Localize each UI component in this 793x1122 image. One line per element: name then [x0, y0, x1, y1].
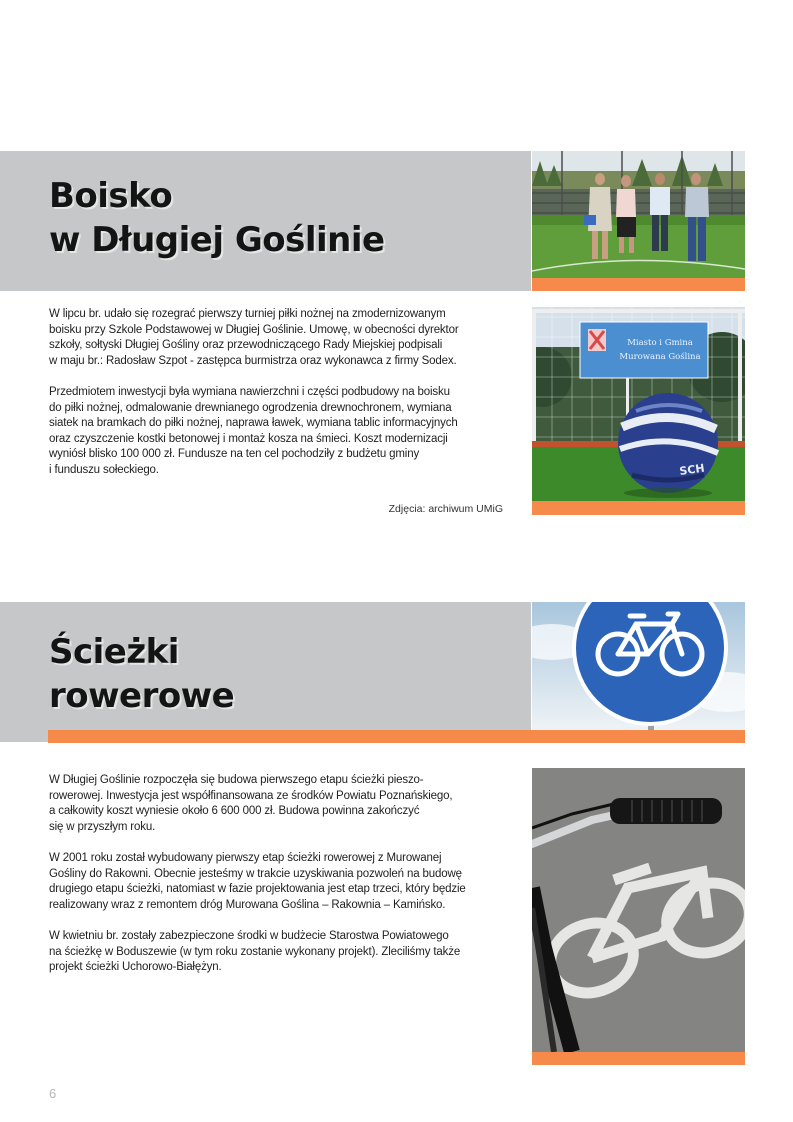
section2-title-line: rowerowe: [49, 676, 235, 716]
text-line: boisku przy Szkole Podstawowej w Długiej Goślinie. Umowę, w obecności dyrektor: [49, 323, 459, 336]
section1-paragraph: [49, 385, 519, 479]
section2-photo-bike-sign: [532, 602, 745, 730]
section2-accent-bar: [48, 730, 745, 743]
ball-text: SCH: [678, 461, 706, 478]
section1-photo2-accent-bar: [532, 501, 745, 515]
text-line: drugiego etapu ścieżki, natomiast w fazie projektowania jest etap trzeci, który będzie: [49, 883, 466, 896]
text-line: Gośliny do Rakowni. Obecnie jesteśmy w trakcie uzyskiwania pozwoleń na budowę: [49, 867, 462, 880]
text-line: rowerowej. Inwestycja jest współfinansowana ze środków Powiatu Poznańskiego,: [49, 789, 453, 802]
text-line: a całkowity koszt wyniesie około 6 600 000 zł. Budowa powinna zakończyć: [49, 805, 420, 818]
text-line: W kwietniu br. zostały zabezpieczone środki w budżecie Starostwa Powiatowego: [49, 929, 449, 942]
banner-text-line: Miasto i Gmina: [627, 338, 693, 348]
text-line: oraz czyszczenie kostki betonowej i montaż kosza na śmieci. Koszt modernizacji: [49, 432, 448, 445]
text-line: realizowany wraz z remontem dróg Murowana Goślina – Rakownia – Kamińsko.: [49, 898, 446, 911]
text-line: w maju br.: Radosław Szpot - zastępca burmistrza oraz wykonawca z firmy Sodex.: [49, 354, 457, 367]
text-line: Przedmiotem inwestycji była wymiana nawierzchni i części podbudowy na boisku: [49, 385, 450, 398]
section1-photo-people: [532, 151, 745, 278]
text-line: szkoły, sołtyski Długiej Gośliny oraz przewodniczącego Rady Miejskiej podpisali: [49, 339, 443, 352]
page-number: 6: [49, 1086, 57, 1101]
section1-paragraph: [49, 307, 519, 369]
section2-paragraph: [49, 851, 524, 913]
text-line: wyniósł blisko 100 000 zł. Fundusze na ten cel pochodziły z budżetu gminy: [49, 448, 420, 461]
text-line: W 2001 roku został wybudowany pierwszy etap ścieżki rowerowej z Murowanej: [49, 851, 442, 864]
text-line: projekt ścieżki Uchorowo-Białężyn.: [49, 961, 222, 974]
section2-paragraph: [49, 773, 524, 835]
banner-text-line: Murowana Goślina: [619, 352, 701, 362]
text-line: W lipcu br. udało się rozegrać pierwszy turniej piłki nożnej na zmodernizowanym: [49, 308, 446, 320]
section1-photo1-accent-bar: [532, 278, 745, 291]
section2-title-line: Ścieżki: [49, 632, 179, 672]
section2-paragraph: [49, 929, 524, 976]
section2-photo-accent-bar: [532, 1052, 745, 1065]
text-line: się w przyszłym roku.: [49, 820, 156, 833]
section2-title: [49, 630, 234, 718]
section1-photo-ball: [532, 307, 745, 501]
photo-credit: Zdjęcia: archiwum UMiG: [388, 503, 503, 515]
section2-body: [49, 773, 524, 976]
text-line: i funduszu sołeckiego.: [49, 463, 159, 476]
section1-title: [49, 174, 385, 262]
text-line: do piłki nożnej, odmalowanie drewnianego ogrodzenia drewnochronem, wymiana: [49, 401, 452, 414]
text-line: siatek na bramkach do piłki nożnej, naprawa ławek, wymiana tablic informacyjnych: [49, 417, 458, 430]
text-line: na ścieżkę w Boduszewie (w tym roku zostanie wykonany projekt). Zleciliśmy także: [49, 945, 461, 958]
text-line: W Długiej Goślinie rozpoczęła się budowa pierwszego etapu ścieżki pieszo-: [49, 774, 424, 786]
section2-photo-bike-lane: [532, 768, 745, 1052]
section1-title-line: w Długiej Goślinie: [49, 220, 385, 260]
section1-body: [49, 307, 519, 479]
section1-title-line: Boisko: [49, 176, 173, 216]
